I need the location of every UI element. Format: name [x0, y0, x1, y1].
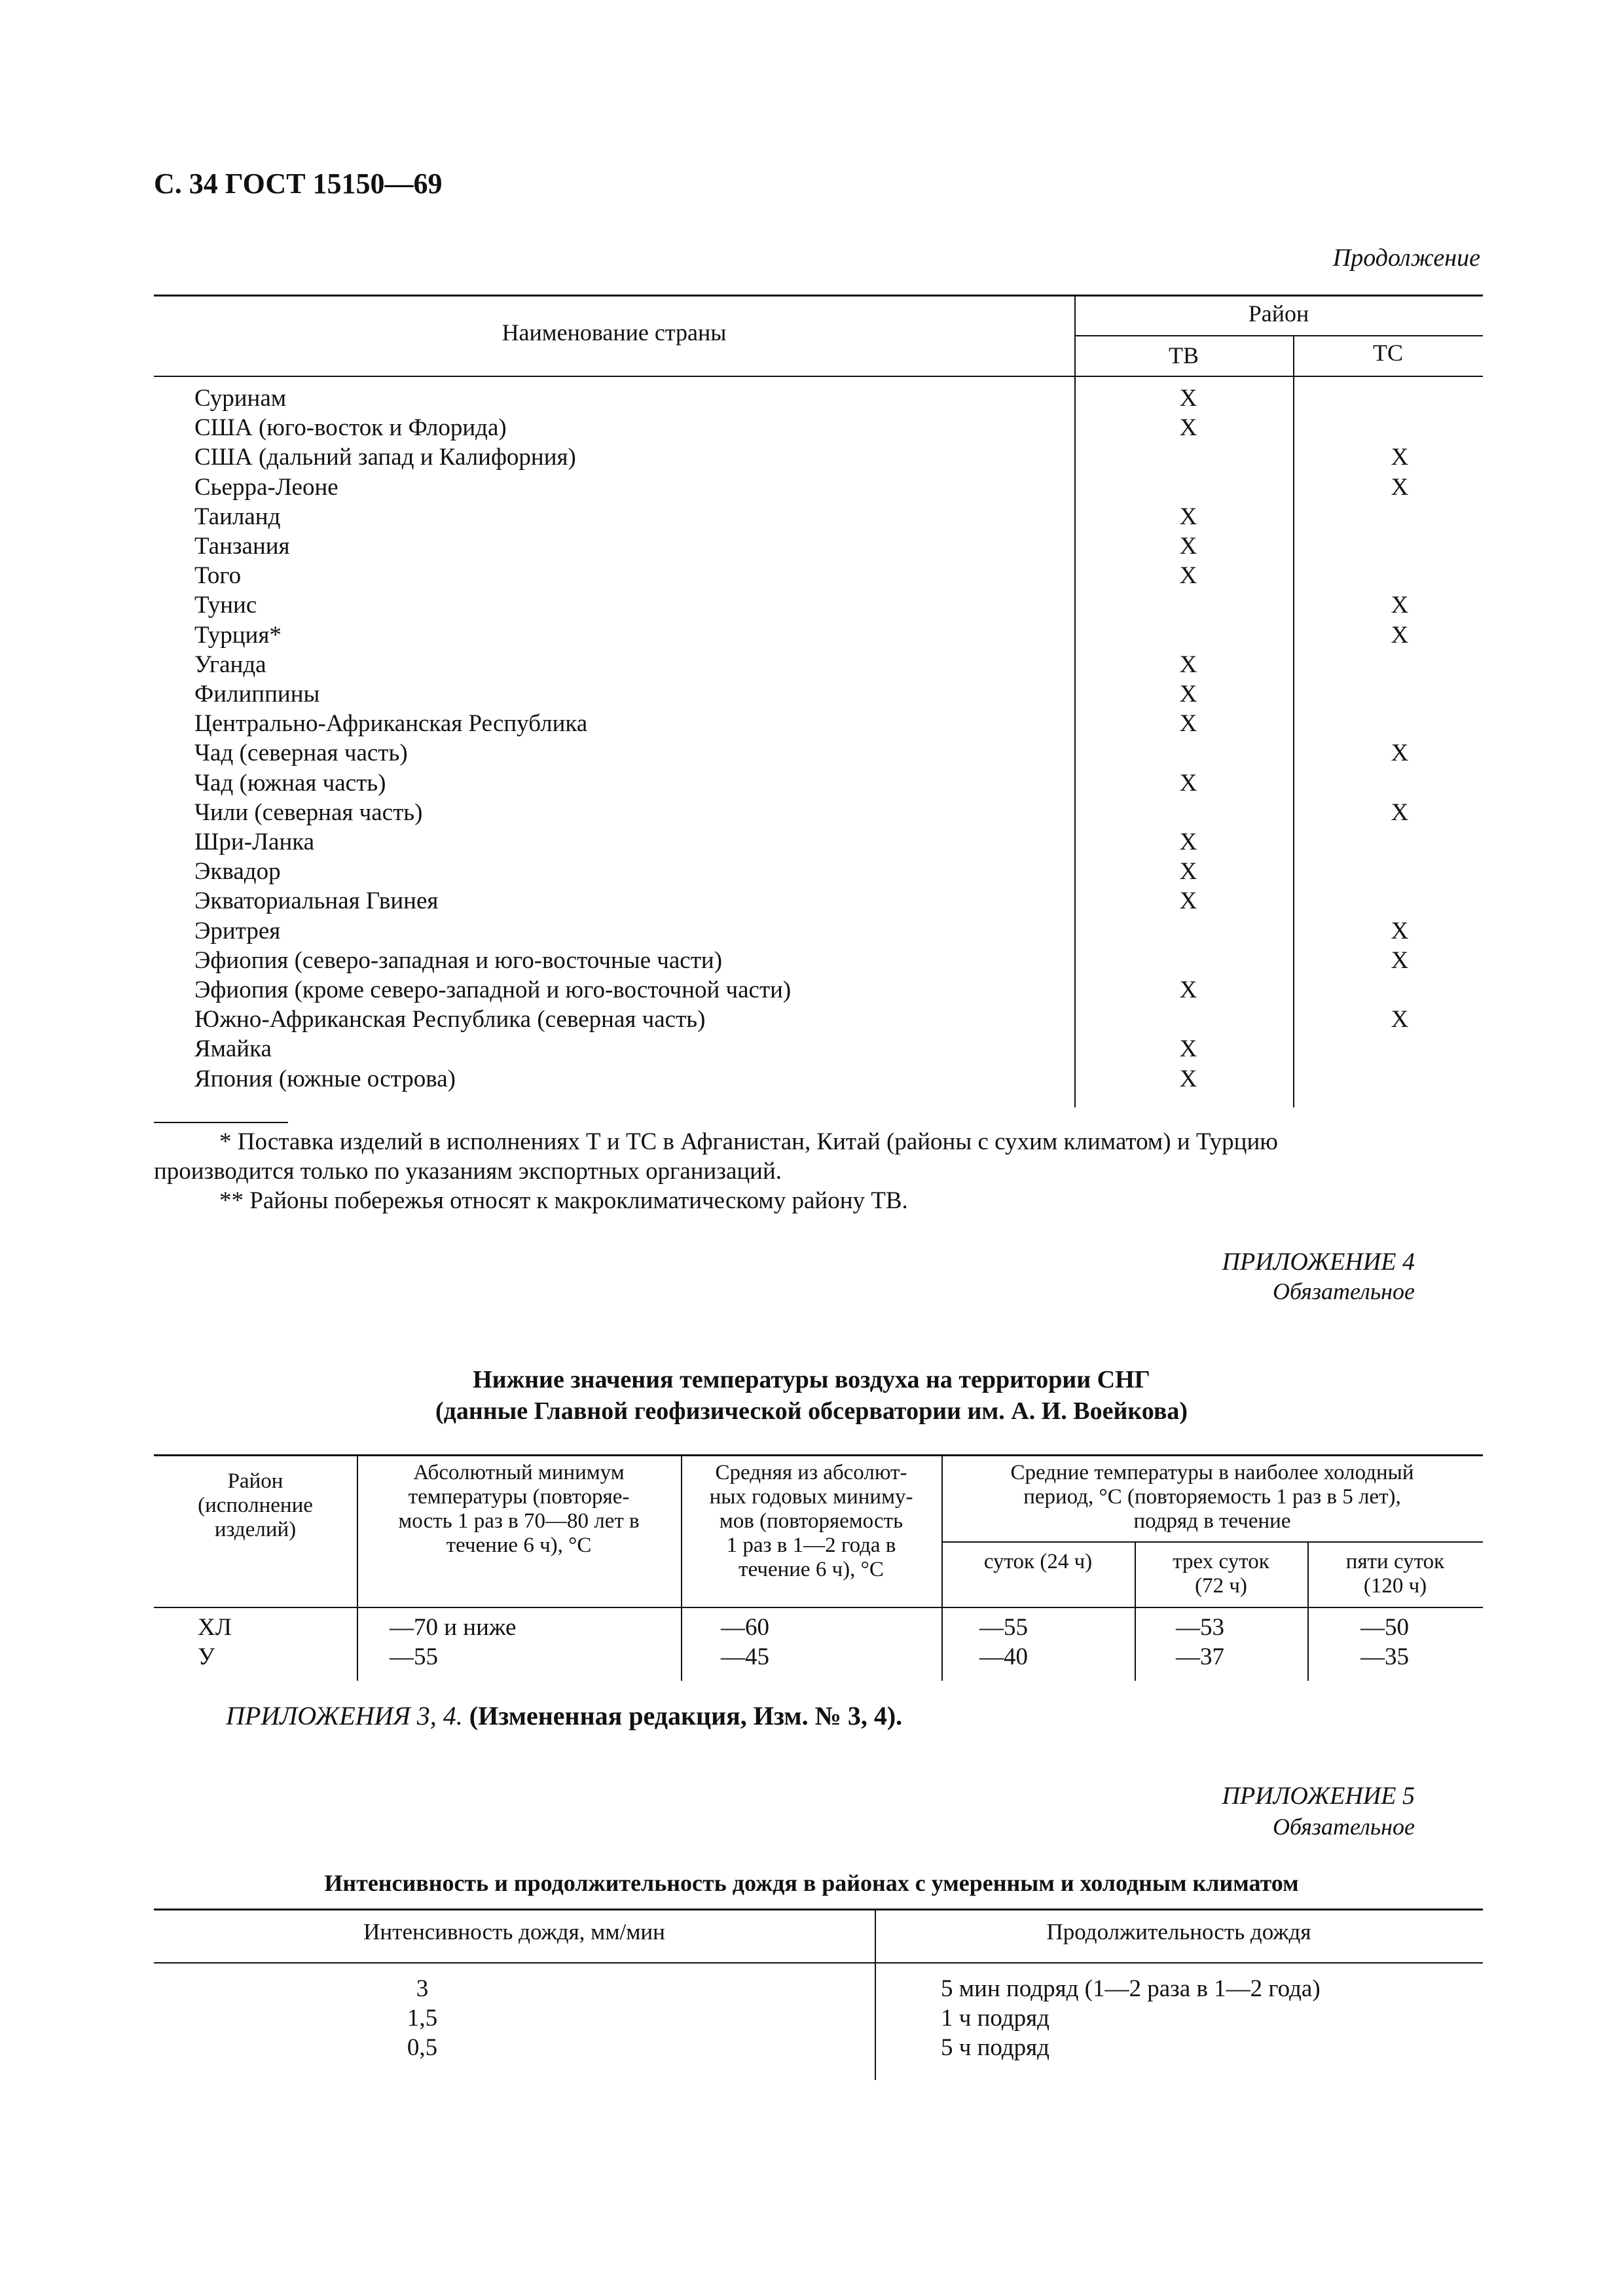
tv-mark: X — [1179, 1066, 1197, 1092]
country-name: Уганда — [194, 651, 266, 678]
row-hl-three: —53 — [1176, 1614, 1224, 1641]
country-name: Чад (северная часть) — [194, 740, 408, 766]
col-header-five-days: пяти суток (120 ч) — [1345, 1550, 1445, 1598]
appendix-4-status: Обязательное — [1273, 1278, 1415, 1304]
row-u-three: —37 — [1176, 1643, 1224, 1670]
row-u-avg-abs: —45 — [721, 1643, 769, 1670]
country-name: Экваториальная Гвинея — [194, 888, 439, 914]
tv-mark: X — [1179, 710, 1197, 737]
row-hl-abs-min: —70 и ниже — [390, 1614, 517, 1641]
ts-mark: X — [1391, 474, 1409, 501]
page-header: С. 34 ГОСТ 15150—69 — [154, 168, 443, 200]
row-u-day: —40 — [979, 1643, 1028, 1670]
rain-row-1-duration: 5 мин подряд (1—2 раза в 1—2 года) — [941, 1975, 1321, 2002]
country-name: Таиланд — [194, 503, 281, 530]
row-u-five: —35 — [1360, 1643, 1409, 1670]
tv-mark: X — [1179, 385, 1197, 412]
rain-row-2-duration: 1 ч подряд — [941, 2005, 1050, 2032]
country-name: Танзания — [194, 533, 290, 560]
country-name: Южно-Африканская Республика (северная часть) — [194, 1006, 706, 1033]
row-u-abs-min: —55 — [390, 1643, 438, 1670]
country-name: Эритрея — [194, 918, 281, 944]
col-header-region: Район — [1248, 300, 1309, 327]
tv-mark: X — [1179, 770, 1197, 797]
country-name: Чад (южная часть) — [194, 770, 386, 797]
tv-mark: X — [1179, 858, 1197, 885]
country-name: Того — [194, 562, 242, 589]
col-header-three-days: трех суток (72 ч) — [1173, 1550, 1269, 1598]
row-u-region: У — [198, 1643, 215, 1670]
country-name: Эфиопия (северо-западная и юго-восточные части) — [194, 947, 723, 974]
rain-row-3-duration: 5 ч подряд — [941, 2034, 1050, 2061]
row-hl-avg-abs: —60 — [721, 1614, 769, 1641]
country-name: США (юго-восток и Флорида) — [194, 414, 507, 441]
col-header-ts: ТС — [1372, 340, 1403, 366]
footnote-1-line-2: производится только по указаниям экспортных организаций. — [154, 1158, 782, 1185]
col-header-tv: ТВ — [1168, 342, 1199, 368]
row-hl-day: —55 — [979, 1614, 1028, 1641]
tv-mark: X — [1179, 651, 1197, 678]
tv-mark: X — [1179, 888, 1197, 914]
ts-mark: X — [1391, 947, 1409, 974]
country-name: Сьерра-Леоне — [194, 474, 338, 501]
col-header-avg-abs: Средняя из абсолют- ных годовых миниму- мов (повторяемость 1 раз в 1—2 года в течение 6 ч), °С — [709, 1461, 913, 1581]
ts-mark: X — [1391, 444, 1409, 471]
country-name: США (дальний запад и Калифорния) — [194, 444, 576, 471]
ts-mark: X — [1391, 740, 1409, 766]
appendix-5-title: Интенсивность и продолжительность дождя в районах с умеренным и холодным климатом — [324, 1870, 1299, 1896]
country-name: Тунис — [194, 592, 257, 619]
rain-row-3-intensity: 0,5 — [407, 2034, 438, 2061]
country-name: Чили (северная часть) — [194, 799, 423, 826]
footnote-1-line-1: * Поставка изделий в исполнениях Т и ТС в Афганистан, Китай (районы с сухим климатом) и Турцию — [219, 1128, 1278, 1155]
tv-mark: X — [1179, 977, 1197, 1003]
row-hl-region: ХЛ — [198, 1614, 232, 1641]
tv-mark: X — [1179, 533, 1197, 560]
ts-mark: X — [1391, 592, 1409, 619]
tv-mark: X — [1179, 829, 1197, 855]
tv-mark: X — [1179, 681, 1197, 708]
country-name: Ямайка — [194, 1035, 272, 1062]
ts-mark: X — [1391, 622, 1409, 649]
appendix-4-title-line-1: Нижние значения температуры воздуха на территории СНГ — [473, 1366, 1150, 1393]
continuation-label: Продолжение — [1332, 244, 1480, 272]
country-name: Суринам — [194, 385, 287, 412]
country-name: Япония (южные острова) — [194, 1066, 456, 1092]
col-header-day: суток (24 ч) — [983, 1550, 1093, 1573]
ts-mark: X — [1391, 799, 1409, 826]
footnote-2: ** Районы побережья относят к макроклиматическому району ТВ. — [219, 1187, 908, 1214]
appendix-4-label: ПРИЛОЖЕНИЕ 4 — [1222, 1248, 1415, 1276]
amendment-note: ПРИЛОЖЕНИЯ 3, 4. (Измененная редакция, Изм. № 3, 4). — [226, 1701, 903, 1731]
appendix-5-label: ПРИЛОЖЕНИЕ 5 — [1222, 1782, 1415, 1810]
tv-mark: X — [1179, 1035, 1197, 1062]
appendix-5-status: Обязательное — [1273, 1814, 1415, 1840]
col-header-avg-cold: Средние температуры в наиболее холодный период, °С (повторяемость 1 раз в 5 лет), подряд в течение — [1010, 1461, 1414, 1533]
country-name: Эквадор — [194, 858, 281, 885]
rain-row-2-intensity: 1,5 — [407, 2005, 438, 2032]
country-name: Филиппины — [194, 681, 320, 708]
country-name: Турция* — [194, 622, 282, 649]
rain-row-1-intensity: 3 — [416, 1975, 429, 2002]
country-name: Центрально-Африканская Республика — [194, 710, 588, 737]
ts-mark: X — [1391, 1006, 1409, 1033]
tv-mark: X — [1179, 503, 1197, 530]
ts-mark: X — [1391, 918, 1409, 944]
country-name: Шри-Ланка — [194, 829, 315, 855]
col-header-abs-min: Абсолютный минимум температуры (повторяе- мость 1 раз в 70—80 лет в течение 6 ч), °С — [398, 1461, 640, 1557]
col-header-intensity: Интенсивность дождя, мм/мин — [363, 1919, 665, 1945]
col-header-country: Наименование страны — [501, 319, 727, 346]
row-hl-five: —50 — [1360, 1614, 1409, 1641]
col-header-duration: Продолжительность дождя — [1046, 1919, 1311, 1945]
country-name: Эфиопия (кроме северо-западной и юго-восточной части) — [194, 977, 792, 1003]
appendix-4-title-line-2: (данные Главной геофизической обсерватории им. А. И. Воейкова) — [435, 1397, 1188, 1425]
tv-mark: X — [1179, 414, 1197, 441]
tv-mark: X — [1179, 562, 1197, 589]
col-header-region: Район (исполнение изделий) — [198, 1469, 313, 1541]
